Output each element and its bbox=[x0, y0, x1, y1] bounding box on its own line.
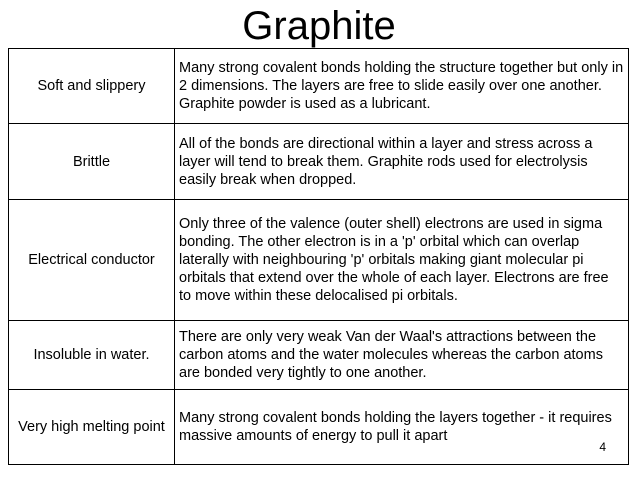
explanation-cell: There are only very weak Van der Waal's attractions between the carbon atoms and the water molecules whereas the carbon atoms are bonded very tightly to one another. bbox=[175, 321, 629, 390]
table-row bbox=[9, 321, 629, 390]
property-cell: Brittle bbox=[9, 124, 175, 200]
table-row bbox=[9, 390, 629, 465]
explanation-cell: All of the bonds are directional within a layer and stress across a layer will tend to break them. Graphite rods used for electrolysis easily break when dropped. bbox=[175, 124, 629, 200]
property-cell: Very high melting point bbox=[9, 390, 175, 465]
table-row bbox=[9, 49, 629, 124]
property-cell: Soft and slippery bbox=[9, 49, 175, 124]
slide-title: Graphite bbox=[242, 4, 396, 48]
page-number: 4 bbox=[599, 440, 606, 454]
explanation-cell: Many strong covalent bonds holding the layers together - it requires massive amounts of energy to pull it apart bbox=[175, 390, 629, 465]
table-row bbox=[9, 124, 629, 200]
explanation-cell: Only three of the valence (outer shell) electrons are used in sigma bonding. The other electron is in a 'p' orbital which can overlap laterally with neighbouring 'p' orbitals making giant molecular pi orbitals that extend over the whole of each layer. Electrons are free to move within these delocalised pi orbitals. bbox=[175, 200, 629, 321]
properties-table bbox=[8, 48, 629, 465]
property-cell: Insoluble in water. bbox=[9, 321, 175, 390]
property-cell: Electrical conductor bbox=[9, 200, 175, 321]
table-row bbox=[9, 200, 629, 321]
explanation-cell: Many strong covalent bonds holding the structure together but only in 2 dimensions. The layers are free to slide easily over one another. Graphite powder is used as a lubricant. bbox=[175, 49, 629, 124]
